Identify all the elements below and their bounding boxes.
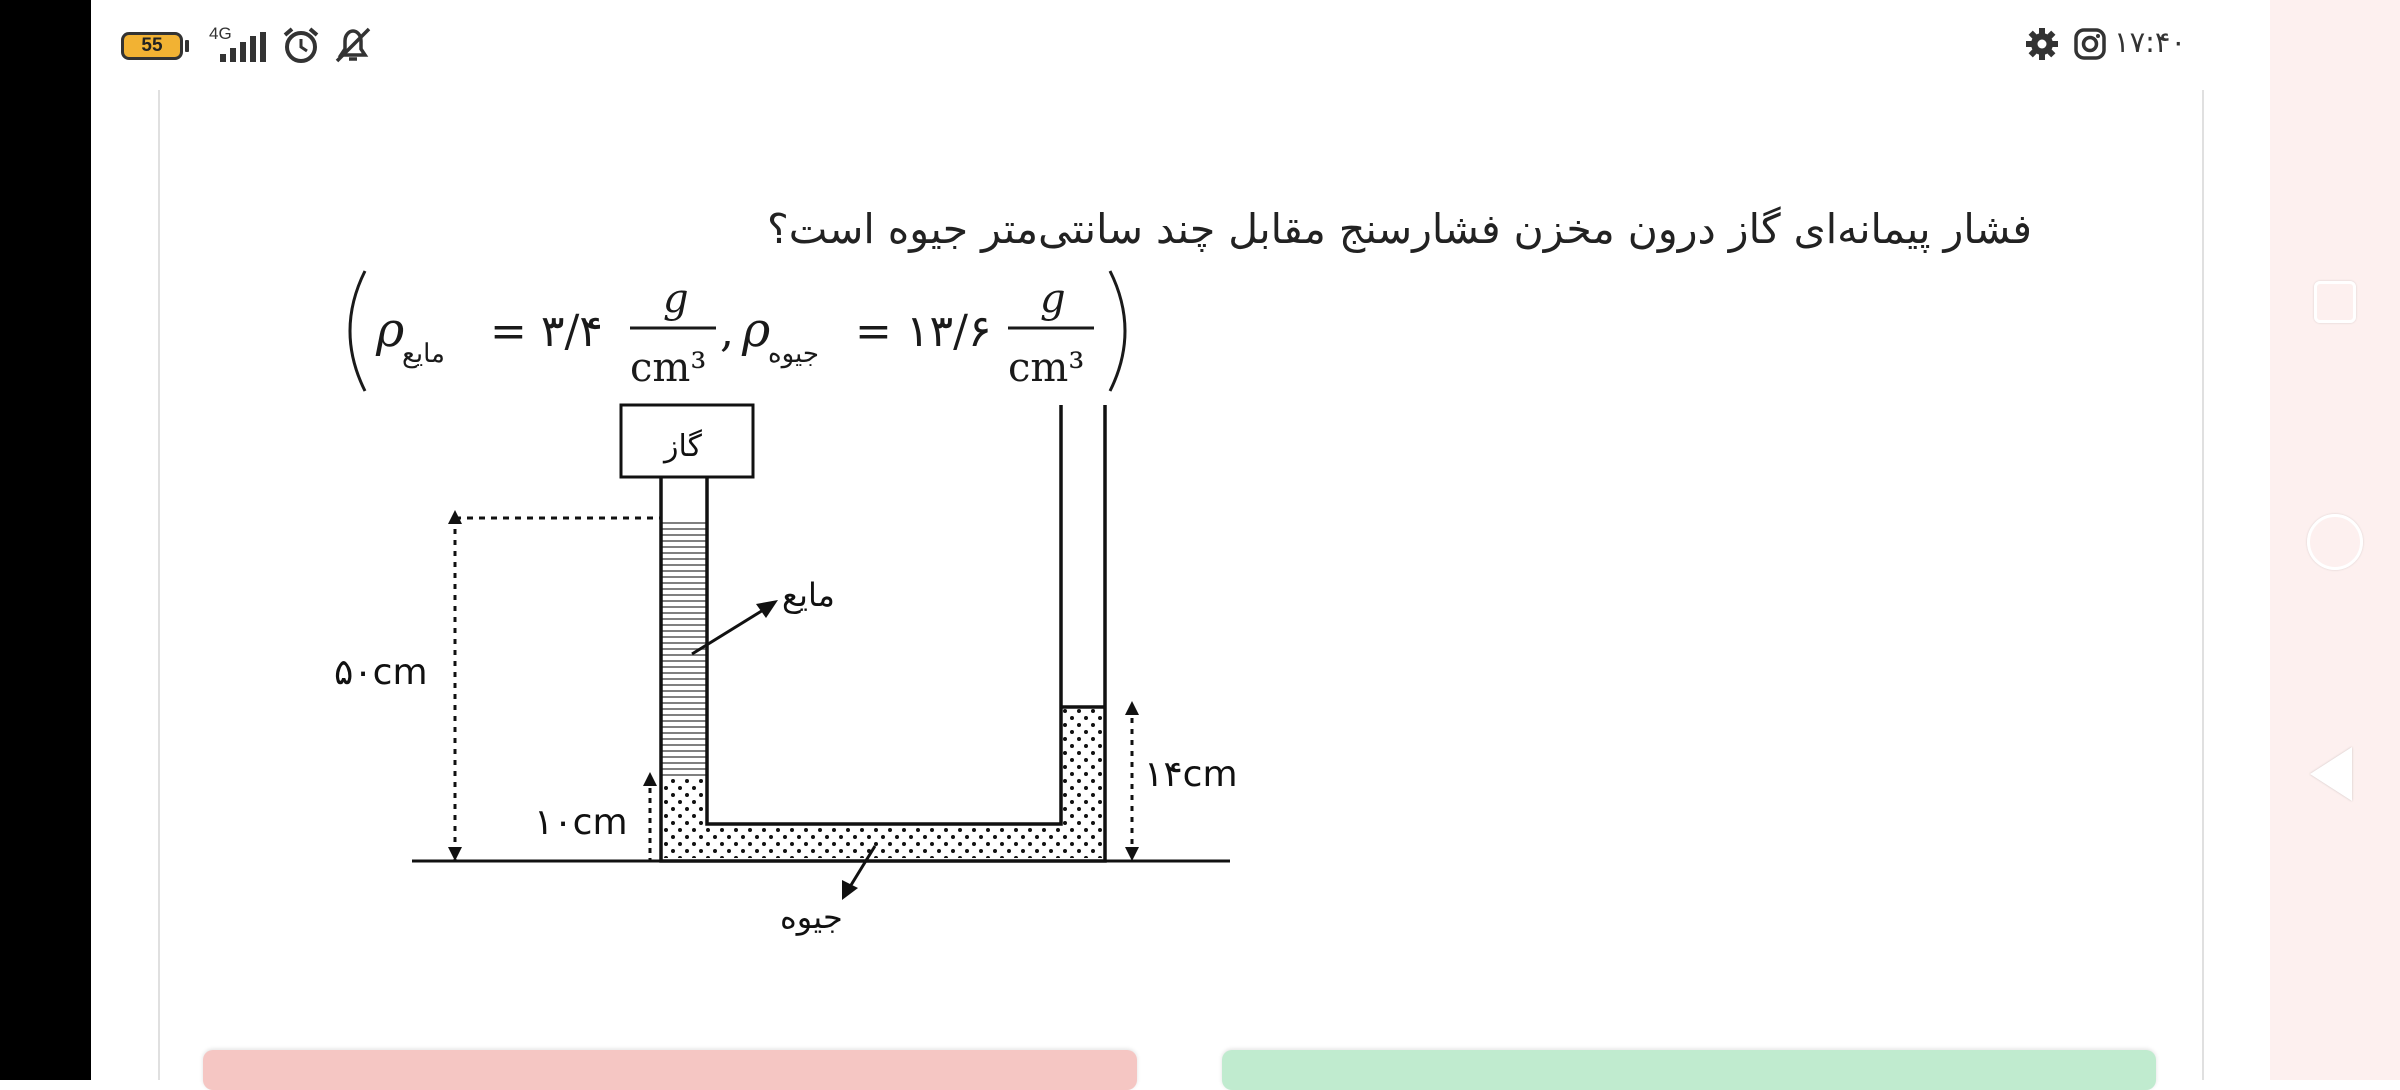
signal-icon xyxy=(220,32,272,62)
answer-option-green[interactable] xyxy=(1222,1050,2156,1090)
clock: ۱۷:۴۰ xyxy=(2114,25,2187,59)
rho-symbol-mercury: ρ xyxy=(742,302,771,358)
home-button[interactable] xyxy=(2307,514,2363,570)
unit-denominator-2: cm³ xyxy=(1008,345,1085,391)
instagram-icon xyxy=(2074,28,2106,60)
battery-tip xyxy=(185,40,189,52)
rho-value-mercury: = ۱۳/۶ xyxy=(855,306,992,357)
gas-label: گاز xyxy=(664,429,702,464)
bell-off-icon xyxy=(333,25,373,65)
height-10-label: ۱۰cm xyxy=(534,802,628,843)
settings-gear-icon xyxy=(2024,26,2060,62)
recent-apps-button[interactable] xyxy=(2314,281,2356,323)
status-bar xyxy=(91,0,2270,90)
question-text: فشار پیمانه‌ای گاز درون مخزن فشارسنج مقابل چند سانتی‌متر جیوه است؟ xyxy=(766,205,2032,253)
comma-separator: , xyxy=(720,306,734,357)
battery-level: 55 xyxy=(141,35,163,56)
rho-sub-mercury: جیوه xyxy=(768,339,819,369)
manometer-diagram xyxy=(320,400,1260,940)
rho-sub-liquid: مایع xyxy=(402,339,445,369)
mercury-left xyxy=(661,778,707,858)
height-14-label: ۱۴cm xyxy=(1144,754,1238,795)
alarm-clock-icon xyxy=(281,25,321,65)
mercury-bottom xyxy=(707,824,1079,858)
answer-option-red[interactable] xyxy=(203,1050,1137,1090)
unit-numerator-1: g xyxy=(663,276,689,322)
mercury-right xyxy=(1061,707,1105,858)
back-button[interactable] xyxy=(2310,747,2352,801)
battery-indicator xyxy=(121,32,183,60)
rho-symbol-liquid: ρ xyxy=(376,302,405,358)
unit-numerator-2: g xyxy=(1040,276,1066,322)
network-type: 4G xyxy=(209,24,232,43)
unit-denominator-1: cm³ xyxy=(630,345,707,391)
density-formula xyxy=(340,266,1140,396)
height-50-label: ۵۰cm xyxy=(334,652,428,693)
left-black-margin xyxy=(0,0,91,1080)
liquid-label: مایع xyxy=(782,576,835,614)
mercury-label: جیوه xyxy=(780,898,843,936)
rho-value-liquid: = ۳/۴ xyxy=(490,306,603,357)
